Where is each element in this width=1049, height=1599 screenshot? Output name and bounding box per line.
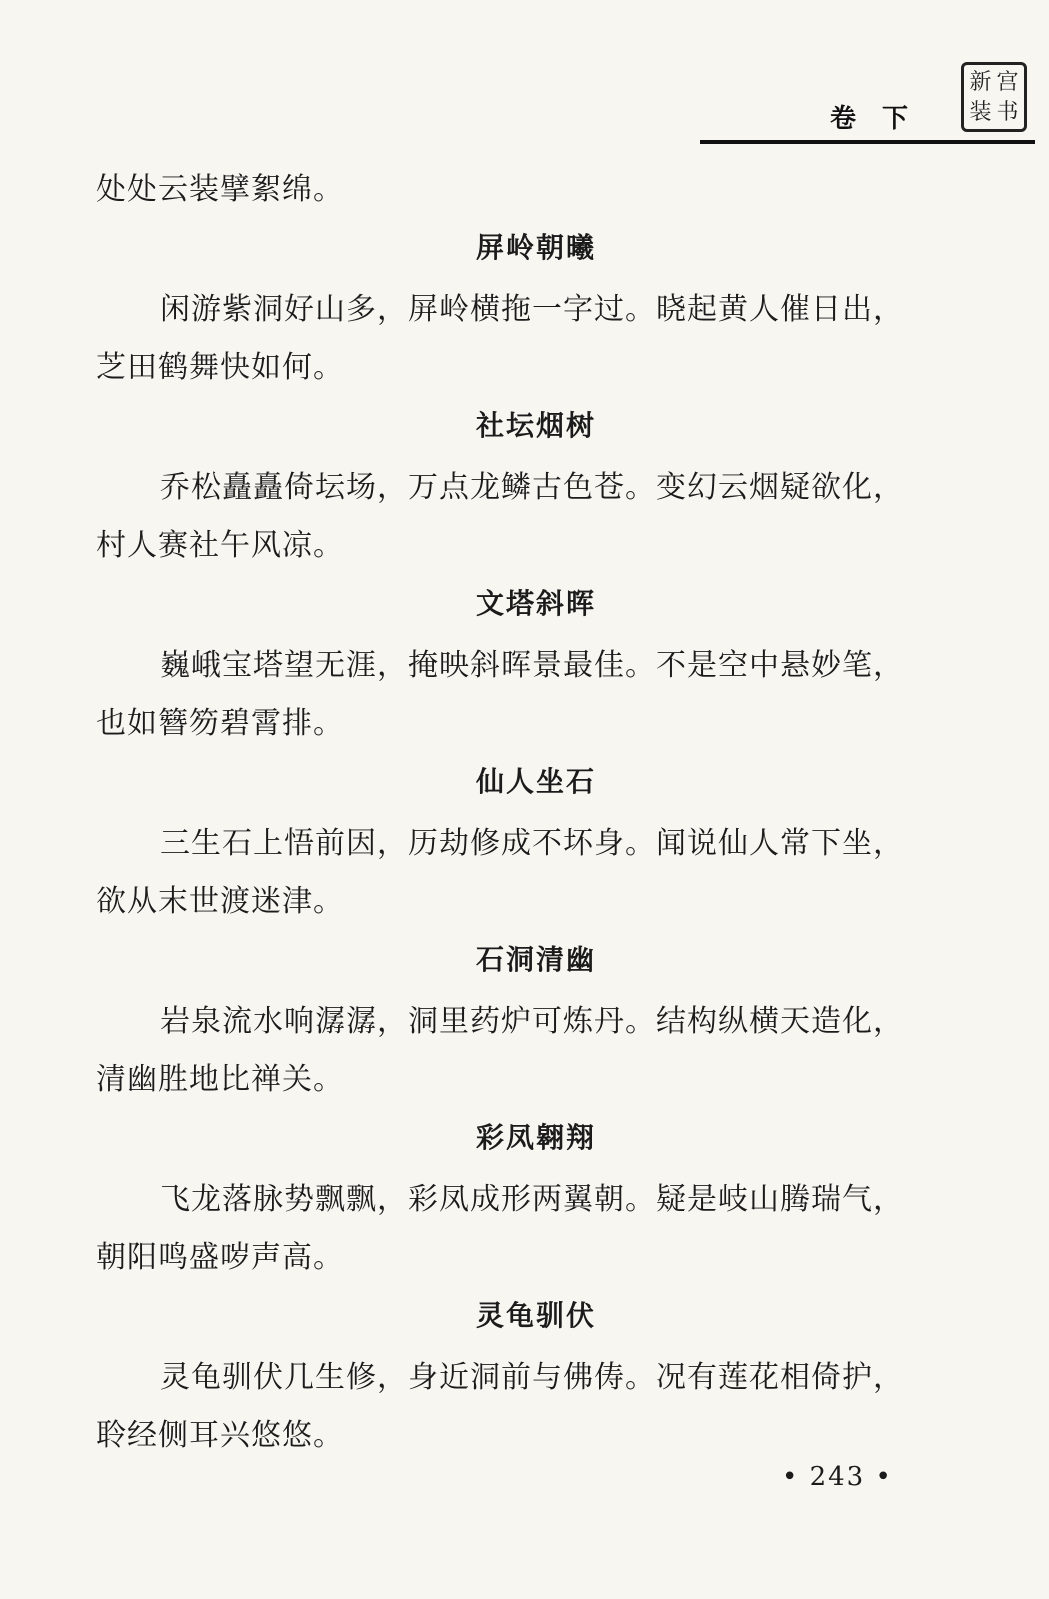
poem-line: 村人赛社午风凉。: [96, 528, 344, 563]
poem-title: 屏岭朝曦: [475, 231, 596, 264]
poem-line: 乔松矗矗倚坛场，万点龙鳞古色苍。变幻云烟疑欲化，: [160, 470, 904, 505]
poem-line: 巍峨宝塔望无涯，掩映斜晖景最佳。不是空中悬妙笔，: [160, 648, 904, 683]
seal-logo: [961, 62, 1027, 132]
poem-line: 灵龟驯伏几生修，身近洞前与佛俦。况有莲花相倚护，: [160, 1360, 904, 1395]
poem-line: 也如簪笏碧霄排。: [96, 706, 344, 741]
poem-line: 芝田鹤舞快如何。: [96, 350, 344, 385]
page-number: • 243 •: [782, 1462, 893, 1492]
poem-line: 朝阳鸣盛哕声高。: [96, 1240, 344, 1275]
poem-title: 石洞清幽: [475, 943, 596, 976]
poem-line: 三生石上悟前因，历劫修成不坏身。闻说仙人常下坐，: [160, 826, 904, 861]
page-content: [96, 170, 936, 1456]
header-rule: [700, 140, 1035, 144]
poem-line: 欲从末世渡迷津。: [96, 884, 344, 919]
poem-line: 聆经侧耳兴悠悠。: [96, 1418, 344, 1453]
running-head: 卷下: [829, 104, 934, 134]
seal-char: 装: [969, 100, 992, 125]
poem-line: 清幽胜地比禅关。: [96, 1062, 344, 1097]
poem-title: 彩凤翱翔: [475, 1121, 596, 1154]
seal-char: 书: [996, 100, 1019, 125]
seal-char: 宫: [996, 70, 1019, 95]
poem-line: 岩泉流水响潺潺，洞里药炉可炼丹。结构纵横天造化，: [160, 1004, 904, 1039]
seal-char: 新: [969, 70, 992, 95]
poem-title: 社坛烟树: [475, 409, 596, 442]
poem-line: 闲游紫洞好山多，屏岭横拖一字过。晓起黄人催日出，: [160, 292, 904, 327]
poem-title: 仙人坐石: [475, 765, 596, 798]
opening-line: 处处云装擘絮绵。: [96, 172, 344, 207]
poem-line: 飞龙落脉势飘飘，彩凤成形两翼朝。疑是岐山腾瑞气，: [160, 1182, 904, 1217]
poem-title: 文塔斜晖: [475, 587, 596, 620]
poem-title: 灵龟驯伏: [475, 1299, 596, 1332]
